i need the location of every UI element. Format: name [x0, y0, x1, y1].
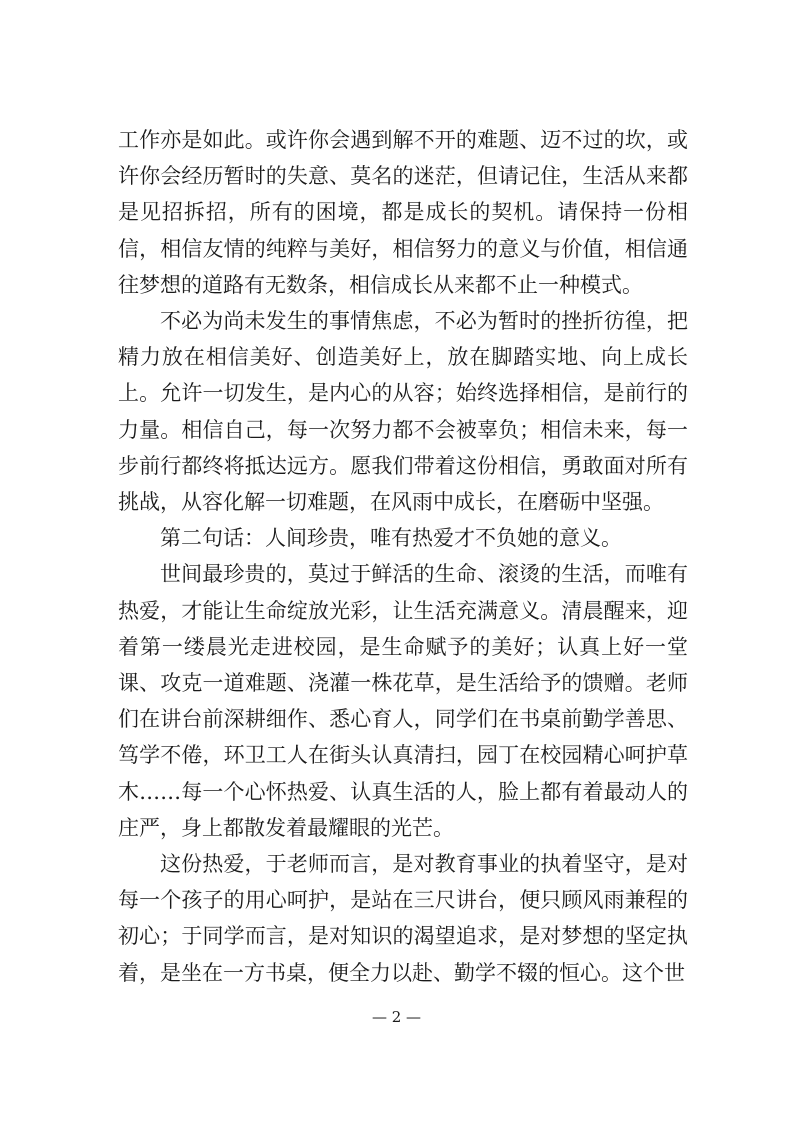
paragraph: 世间最珍贵的，莫过于鲜活的生命、滚烫的生活，而唯有热爱，才能让生命绽放光彩，让生活充满意义。清晨醒来，迎着第一缕晨光走进校园，是生命赋予的美好；认真上好一堂课、攻克一道难题、浇灌一株花草，是生活给予的馈赠。老师们在讲台前深耕细作、悉心育人，同学们在书桌前勤学善思、笃学不倦，环卫工人在街头认真清扫，园丁在校园精心呵护草木……每一个心怀热爱、认真生活的人，脸上都有着最动人的庄严，身上都散发着最耀眼的光芒。 [118, 562, 688, 840]
paragraph: 工作亦是如此。或许你会遇到解不开的难题、迈不过的坎，或许你会经历暂时的失意、莫名的迷茫，但请记住，生活从来都是见招拆招，所有的困境，都是成长的契机。请保持一份相信，相信友情的纯粹与美好，相信努力的意义与价值，相信通往梦想的道路有无数条，相信成长从来都不止一种模式。 [118, 128, 688, 297]
page-number: — 2 — [371, 1008, 422, 1026]
section-heading: 第二句话：人间珍贵，唯有热爱才不负她的意义。 [160, 526, 622, 551]
document-body [118, 122, 688, 991]
paragraph: 不必为尚未发生的事情焦虑，不必为暂时的挫折彷徨，把精力放在相信美好、创造美好上，放在脚踏实地、向上成长上。允许一切发生，是内心的从容；始终选择相信，是前行的力量。相信自己，每一次努力都不会被辜负；相信未来，每一步前行都终将抵达远方。愿我们带着这份相信，勇敢面对所有挑战，从容化解一切难题，在风雨中成长，在磨砺中坚强。 [118, 309, 688, 515]
paragraph: 这份热爱，于老师而言，是对教育事业的执着坚守，是对每一个孩子的用心呵护，是站在三尺讲台，便只顾风雨兼程的初心；于同学而言，是对知识的渴望追求，是对梦想的坚定执着，是坐在一方书桌，便全力以赴、勤学不辍的恒心。这个世 [118, 852, 688, 985]
